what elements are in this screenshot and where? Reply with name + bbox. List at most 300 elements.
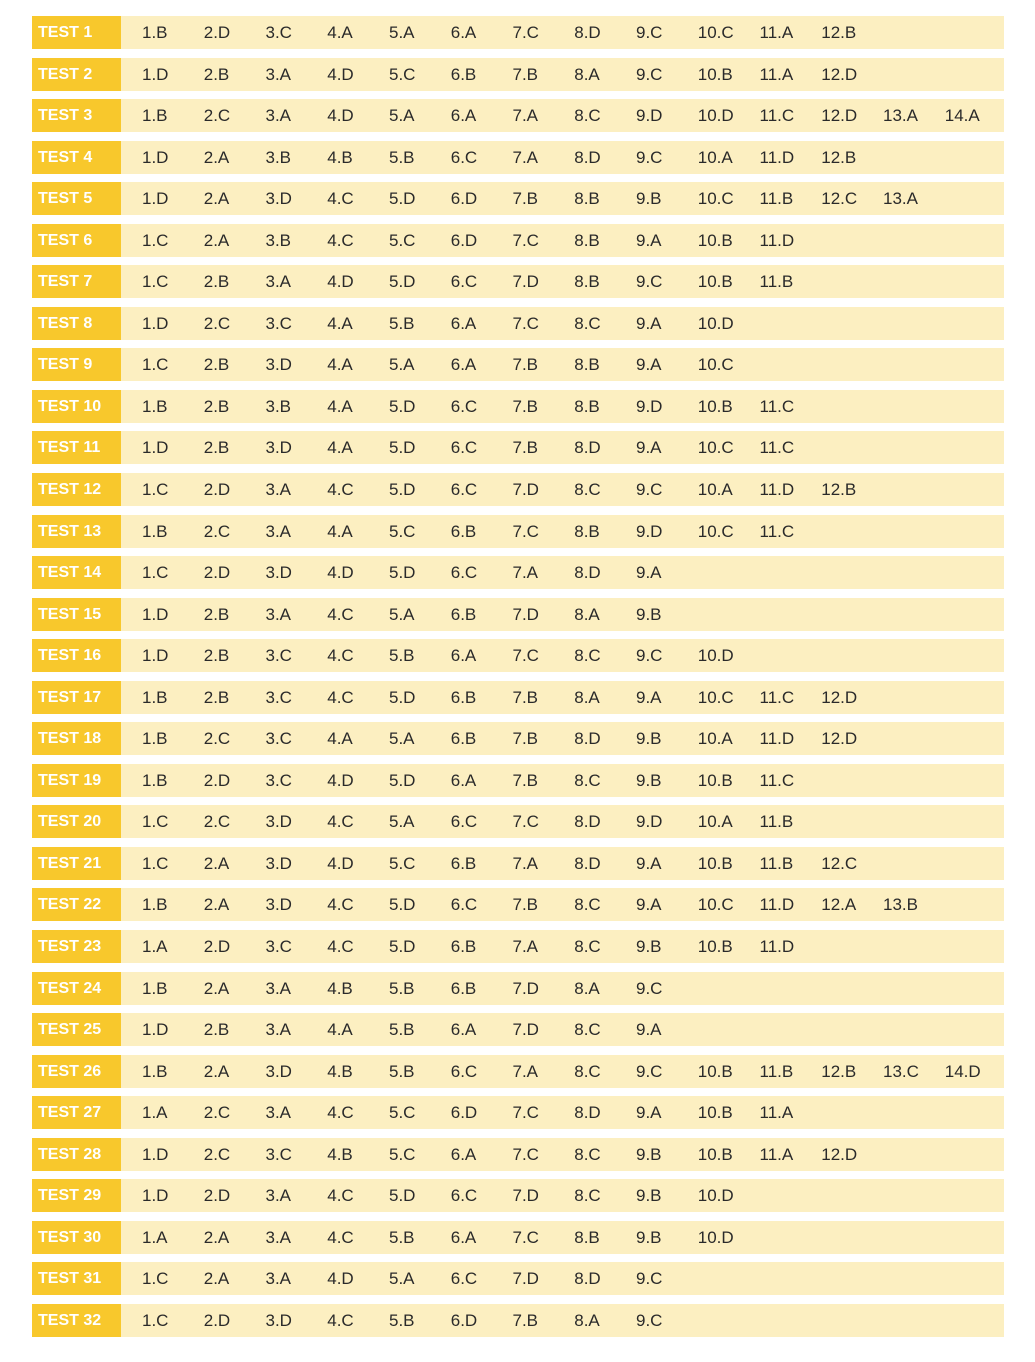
answer-cell: 9.A [636,687,662,707]
test-row [32,515,1004,548]
answer-cell: 10.D [697,1186,734,1206]
answer-cell: 8.D [574,1103,601,1123]
test-row [32,1013,1004,1046]
answer-cell: 10.B [697,1103,733,1123]
answer-cell: 9.B [636,604,662,624]
test-row [32,1055,1004,1088]
answer-cell: 12.D [821,1144,858,1164]
answer-cell: 4.B [327,1144,353,1164]
answer-cell: 9.C [636,646,663,666]
answer-cell: 5.D [389,770,416,790]
answer-cell: 13.A [883,189,918,209]
answer-cell: 9.B [636,937,662,957]
answer-cell: 9.A [636,230,662,250]
answer-cell: 7.D [512,604,539,624]
answer-cell: 2.C [203,521,231,541]
answer-cell: 6.B [450,729,477,749]
test-row [32,722,1004,755]
answer-cell: 12.B [821,480,857,500]
test-label: TEST 21 [32,847,121,880]
answer-cell: 1.A [142,1103,168,1123]
answer-cell: 6.D [450,189,478,209]
answer-cell: 5.D [389,1186,416,1206]
answer-cell: 4.A [327,729,353,749]
test-row [32,888,1004,921]
answer-cell: 8.C [574,313,601,333]
test-label: TEST 28 [32,1138,121,1171]
answer-cell: 8.D [574,1269,601,1289]
answer-cell: 4.B [327,1061,353,1081]
answer-cell: 1.B [142,729,168,749]
answer-cell: 3.A [265,106,292,126]
answer-cell: 5.D [389,687,416,707]
answer-cell: 1.D [142,604,169,624]
answer-cell: 3.C [265,23,292,42]
answer-cell: 11.B [759,812,794,832]
answer-cell: 7.C [512,1103,539,1123]
answer-cell: 4.B [327,147,353,167]
test-row [32,1096,1004,1129]
answer-cell: 7.D [512,480,539,500]
answer-cell: 3.A [265,604,292,624]
answer-cell: 11.B [759,1061,794,1081]
answer-cell: 8.C [574,937,601,957]
test-row [32,639,1004,672]
answer-cell: 9.B [636,189,662,209]
answer-cell: 1.B [142,978,168,998]
answer-cell: 3.A [265,1186,292,1206]
test-label: TEST 9 [32,348,121,381]
answer-cell: 5.C [389,230,416,250]
answer-cell: 7.A [512,147,539,167]
test-row [32,307,1004,340]
answer-cell: 9.C [636,23,663,42]
answer-cell: 8.D [574,23,601,42]
test-row [32,1221,1004,1254]
answer-cell: 14.D [944,1061,981,1081]
answer-cell: 1.B [142,687,168,707]
answer-cell: 9.B [636,770,662,790]
answer-cell: 5.A [389,729,415,749]
test-label: TEST 1 [32,16,121,49]
answer-cell: 10.B [697,230,733,250]
answer-cell: 7.D [512,272,539,292]
answer-cell: 10.D [697,313,734,333]
test-row [32,972,1004,1005]
answer-cell: 11.C [759,521,795,541]
answer-cell: 8.B [574,272,600,292]
answer-cell: 8.C [574,1144,601,1164]
answer-cell: 4.D [327,853,354,873]
answer-cell: 9.A [636,1103,662,1123]
test-row [32,16,1004,49]
answer-cell: 5.B [389,313,415,333]
test-row [32,224,1004,257]
answer-cell: 7.B [512,64,539,84]
test-row [32,348,1004,381]
answer-cell: 8.D [574,853,601,873]
answer-cell: 5.D [389,272,416,292]
answer-cell: 6.A [450,106,477,126]
test-row [32,764,1004,797]
answer-cell: 5.C [389,853,416,873]
answer-cell: 1.C [142,812,169,832]
answer-cell: 5.A [389,106,415,126]
answer-cell: 8.B [574,355,600,375]
answer-cell: 10.B [697,396,733,416]
answer-cell: 2.B [203,64,230,84]
answer-cell: 14.A [944,106,980,126]
answer-cell: 7.B [512,355,539,375]
answer-cell: 7.C [512,23,539,42]
test-label: TEST 25 [32,1013,121,1046]
answer-cell: 7.B [512,1310,539,1330]
answer-cell: 3.A [265,272,292,292]
answer-cell: 2.D [203,937,231,957]
answer-cell: 3.A [265,978,292,998]
answer-cell: 2.C [203,1144,231,1164]
answer-cell: 7.C [512,1144,539,1164]
answer-cell: 6.C [450,812,478,832]
answer-cell: 6.C [450,1269,478,1289]
answer-cell: 3.A [265,1227,292,1247]
test-row [32,930,1004,963]
answer-cell: 5.C [389,64,416,84]
answer-cell: 6.A [450,23,477,42]
answer-cell: 2.B [203,272,230,292]
answer-cell: 4.C [327,646,354,666]
answer-cell: 9.B [636,1227,662,1247]
answer-cell: 1.D [142,1186,169,1206]
answer-cell: 2.D [203,770,231,790]
answer-cell: 2.C [203,812,231,832]
answer-cell: 1.C [142,1310,169,1330]
answer-cell: 2.B [203,646,230,666]
answer-cell: 7.B [512,189,539,209]
answer-cell: 9.A [636,895,662,915]
answer-cell: 5.A [389,355,415,375]
test-label: TEST 2 [32,58,121,91]
answer-cell: 6.A [450,1020,477,1040]
answer-cell: 10.B [697,64,733,84]
answer-cell: 11.C [759,770,795,790]
answer-cell: 4.C [327,687,354,707]
answer-cell: 10.C [697,438,734,458]
answer-cell: 3.A [265,1103,292,1123]
answer-cell: 1.C [142,853,169,873]
answer-cell: 4.A [327,438,353,458]
answer-cell: 5.D [389,895,416,915]
answer-cell: 3.C [265,937,292,957]
answer-cell: 1.D [142,189,169,209]
answer-cell: 8.C [574,1061,601,1081]
answer-cell: 2.B [203,1020,230,1040]
answer-cell: 5.A [389,23,415,42]
test-label: TEST 15 [32,598,121,631]
answer-cell: 2.C [203,313,231,333]
answer-cell: 4.C [327,1227,354,1247]
answer-cell: 4.A [327,521,353,541]
answer-cell: 7.A [512,106,539,126]
answer-cell: 2.B [203,687,230,707]
answer-cell: 5.A [389,812,415,832]
answer-cell: 6.B [450,521,477,541]
answer-cell: 10.D [697,1227,734,1247]
answer-cell: 8.B [574,1227,600,1247]
answer-cell: 6.B [450,853,477,873]
answer-cell: 3.D [265,895,292,915]
answer-cell: 7.D [512,978,539,998]
answer-cell: 9.B [636,729,662,749]
answer-cell: 3.D [265,189,292,209]
answer-cell: 1.B [142,23,168,42]
answer-cell: 11.A [759,23,794,42]
answer-cell: 3.A [265,1020,292,1040]
answer-cell: 4.C [327,480,354,500]
test-row [32,598,1004,631]
answer-cell: 7.C [512,521,539,541]
answer-cell: 8.C [574,1020,601,1040]
answer-cell: 9.D [636,812,663,832]
test-label: TEST 19 [32,764,121,797]
answer-cell: 7.A [512,937,539,957]
answer-cell: 9.D [636,521,663,541]
answer-cell: 9.C [636,480,663,500]
answer-cell: 1.B [142,770,168,790]
answer-cell: 6.C [450,147,478,167]
answer-cell: 3.D [265,1310,292,1330]
answer-cell: 10.A [697,729,733,749]
answer-cell: 10.D [697,646,734,666]
answer-cell: 1.D [142,64,169,84]
answer-cell: 12.B [821,1061,857,1081]
answer-cell: 3.B [265,230,292,250]
answer-cell: 10.C [697,189,734,209]
test-label: TEST 20 [32,805,121,838]
answer-cell: 12.D [821,687,858,707]
answer-cell: 4.A [327,23,353,42]
answer-cell: 9.D [636,106,663,126]
answer-cell: 10.C [697,355,734,375]
test-label: TEST 7 [32,265,121,298]
answer-cell: 6.C [450,563,478,583]
answer-cell: 6.A [450,1144,477,1164]
test-row [32,58,1004,91]
test-row [32,1138,1004,1171]
test-label: TEST 27 [32,1096,121,1129]
answer-cell: 2.D [203,480,231,500]
answer-cell: 3.B [265,147,292,167]
answer-cell: 5.B [389,646,415,666]
answer-cell: 4.C [327,812,354,832]
answer-cell: 5.A [389,1269,415,1289]
answer-cell: 4.D [327,106,354,126]
answer-cell: 5.B [389,1227,415,1247]
answer-cell: 5.D [389,480,416,500]
test-row [32,431,1004,464]
answer-cell: 6.B [450,937,477,957]
answer-cell: 2.A [203,853,230,873]
answer-cell: 12.B [821,23,857,42]
answer-cell: 2.B [203,604,230,624]
answer-cell: 9.C [636,272,663,292]
answer-cell: 5.D [389,563,416,583]
answer-cell: 8.D [574,563,601,583]
answer-cell: 9.C [636,1061,663,1081]
answer-cell: 4.D [327,1269,354,1289]
answer-cell: 10.B [697,272,733,292]
answer-cell: 10.C [697,521,734,541]
answer-cell: 4.D [327,64,354,84]
answer-cell: 1.C [142,480,169,500]
answer-cell: 6.D [450,230,478,250]
answer-cell: 10.B [697,937,733,957]
test-label: TEST 18 [32,722,121,755]
answer-cell: 7.A [512,853,539,873]
answer-cell: 4.B [327,978,353,998]
answer-cell: 7.A [512,1061,539,1081]
answer-cell: 6.D [450,1103,478,1123]
answer-cell: 7.B [512,895,539,915]
answer-cell: 7.B [512,438,539,458]
answer-cell: 8.C [574,770,601,790]
answer-cell: 11.A [759,1144,794,1164]
answer-cell: 11.B [759,272,794,292]
answer-cell: 5.D [389,438,416,458]
answer-cell: 8.B [574,189,600,209]
answer-cell: 9.C [636,978,663,998]
answer-cell: 6.A [450,355,477,375]
answer-cell: 3.D [265,812,292,832]
test-label: TEST 10 [32,390,121,423]
answer-cell: 5.B [389,1061,415,1081]
answer-cell: 8.B [574,396,600,416]
answer-cell: 12.D [821,729,858,749]
test-label: TEST 16 [32,639,121,672]
answer-cell: 11.D [759,230,795,250]
answer-cell: 7.C [512,313,539,333]
answer-cell: 10.A [697,147,733,167]
answer-cell: 9.B [636,1186,662,1206]
answer-cell: 11.D [759,480,795,500]
answer-cell: 12.A [821,895,857,915]
answer-cell: 7.A [512,563,539,583]
answer-cell: 6.A [450,1227,477,1247]
answer-cell: 6.B [450,978,477,998]
answer-cell: 10.A [697,812,733,832]
answer-cell: 2.A [203,895,230,915]
answer-cell: 7.C [512,646,539,666]
answer-cell: 2.A [203,978,230,998]
answer-cell: 3.D [265,1061,292,1081]
test-label: TEST 29 [32,1179,121,1212]
test-label: TEST 17 [32,681,121,714]
test-row [32,805,1004,838]
answer-cell: 9.C [636,1269,663,1289]
answer-cell: 11.D [759,147,795,167]
answer-cell: 9.A [636,853,662,873]
answer-cell: 11.C [759,396,795,416]
answer-cell: 8.B [574,230,600,250]
answer-cell: 6.B [450,687,477,707]
answer-cell: 1.D [142,147,169,167]
answer-cell: 1.D [142,438,169,458]
test-row [32,1304,1004,1337]
answer-cell: 8.A [574,687,600,707]
answer-cell: 4.C [327,1103,354,1123]
test-row [32,265,1004,298]
answer-cell: 2.B [203,438,230,458]
test-label: TEST 12 [32,473,121,506]
answer-cell: 4.A [327,313,353,333]
answer-cell: 3.C [265,313,292,333]
answer-cell: 6.C [450,1061,478,1081]
answer-cell: 2.C [203,729,231,749]
test-label: TEST 5 [32,182,121,215]
answer-cell: 13.C [883,1061,919,1081]
answer-cell: 10.C [697,23,734,42]
answer-cell: 4.C [327,1186,354,1206]
test-label: TEST 26 [32,1055,121,1088]
answer-cell: 8.C [574,1186,601,1206]
answer-cell: 4.C [327,895,354,915]
test-label: TEST 22 [32,888,121,921]
answer-cell: 2.D [203,1310,231,1330]
answer-cell: 1.A [142,1227,168,1247]
answer-cell: 4.C [327,1310,354,1330]
test-label: TEST 30 [32,1221,121,1254]
answer-cell: 9.C [636,64,663,84]
test-row [32,1262,1004,1295]
answer-cell: 5.C [389,1103,416,1123]
answer-cell: 6.A [450,646,477,666]
answer-cell: 4.C [327,604,354,624]
answer-cell: 2.A [203,1061,230,1081]
test-row [32,556,1004,589]
answer-cell: 7.B [512,396,539,416]
answer-cell: 9.A [636,438,662,458]
test-label: TEST 11 [32,431,121,464]
answer-cell: 1.D [142,1020,169,1040]
answer-cell: 12.D [821,106,858,126]
test-row [32,473,1004,506]
answer-cell: 3.C [265,646,292,666]
answer-cell: 8.C [574,480,601,500]
answer-cell: 6.A [450,313,477,333]
answer-cell: 3.A [265,1269,292,1289]
test-label: TEST 4 [32,141,121,174]
answer-cell: 1.B [142,895,168,915]
answer-cell: 1.C [142,272,169,292]
answer-cell: 9.C [636,147,663,167]
answer-cell: 5.B [389,1310,415,1330]
answer-cell: 11.C [759,438,795,458]
answer-cell: 1.D [142,313,169,333]
answer-cell: 3.D [265,853,292,873]
answer-cell: 8.D [574,438,601,458]
answer-cell: 7.B [512,687,539,707]
answer-cell: 8.A [574,978,600,998]
answer-cell: 9.C [636,1310,663,1330]
answer-cell: 3.A [265,521,292,541]
answer-cell: 7.D [512,1269,539,1289]
answer-cell: 4.C [327,230,354,250]
answer-cell: 11.D [759,937,795,957]
answer-cell: 3.C [265,770,292,790]
test-row [32,141,1004,174]
answer-cell: 3.D [265,563,292,583]
answer-cell: 13.B [883,895,918,915]
